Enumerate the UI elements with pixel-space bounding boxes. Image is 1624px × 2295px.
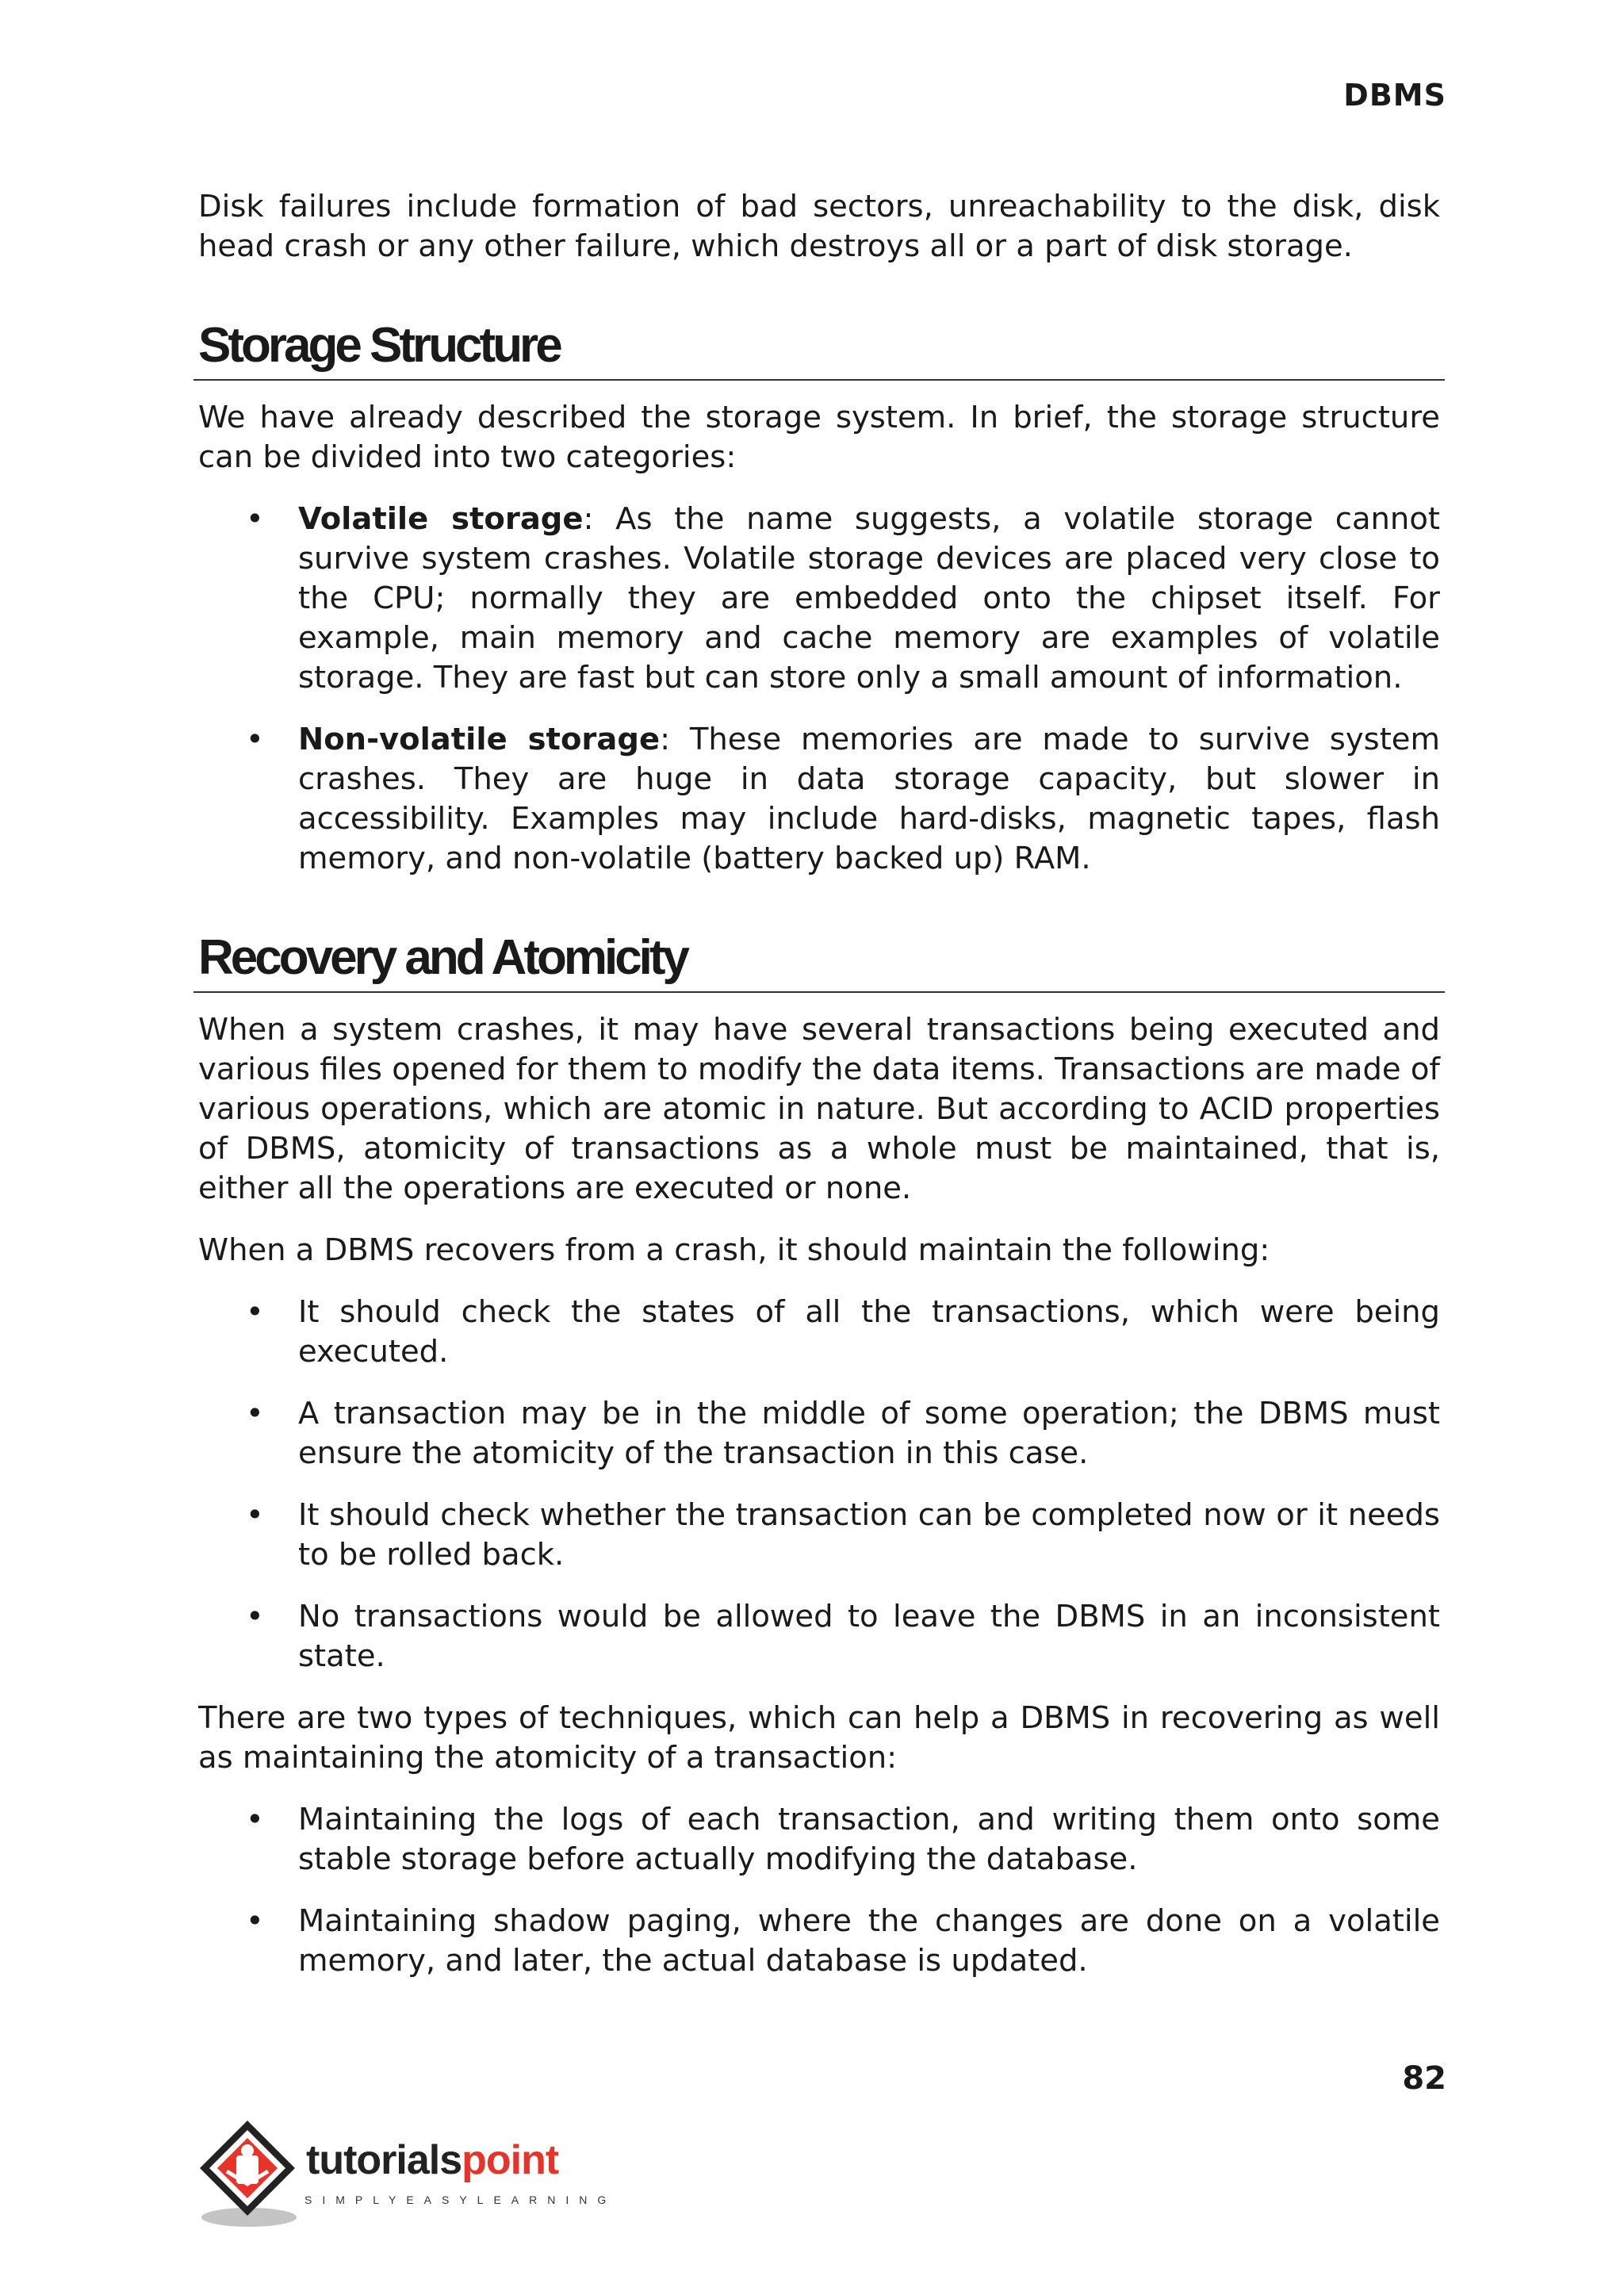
list-item bbox=[198, 1800, 1440, 1879]
storage-list bbox=[198, 500, 1440, 879]
term-description: : These memories are made to survive system crashes. They are huge in data storage capacity, but slower in accessibility. Examples may include hard-disks, magnetic tapes, flash memory, and non-volatile (battery backed up) RAM. bbox=[298, 722, 1440, 876]
section-heading-storage-structure: Storage Structure bbox=[193, 316, 1445, 381]
bullet-icon: • bbox=[246, 1903, 264, 1939]
list-item bbox=[198, 1902, 1440, 1981]
bullet-icon: • bbox=[246, 1396, 264, 1431]
bullet-icon: • bbox=[246, 1294, 264, 1330]
bullet-icon: • bbox=[246, 501, 264, 537]
term-description: : As the name suggests, a volatile storage cannot survive system crashes. Volatile storage devices are placed very close to the CPU; normally they are embedded onto the chipset itself. For example, main memory and cache memory are examples of volatile storage. They are fast but can store only a small amount of information. bbox=[298, 501, 1440, 695]
list-item-text: Maintaining shadow paging, where the changes are done on a volatile memory, and later, the actual database is updated. bbox=[298, 1903, 1440, 1979]
list-item bbox=[198, 720, 1440, 879]
list-item-text: Maintaining the logs of each transaction, and writing them onto some stable storage before actually modifying the database. bbox=[298, 1802, 1440, 1877]
list-item bbox=[198, 500, 1440, 698]
section-heading-recovery-atomicity: Recovery and Atomicity bbox=[193, 928, 1445, 993]
recovery-paragraph-1: When a system crashes, it may have several transactions being executed and various files opened for them to modify the data items. Transactions are made of various operations, which are atomic in nature. But according to ACID properties of DBMS, atomicity of transactions as a whole must be maintained, that is, either all the operations are executed or none. bbox=[198, 1012, 1440, 1206]
recovery-paragraph-3: There are two types of techniques, which can help a DBMS in recovering as well as maintaining the atomicity of a transaction: bbox=[198, 1700, 1440, 1776]
list-item bbox=[198, 1394, 1440, 1473]
logo-tagline: SIMPLYEASYLEARNING bbox=[304, 2193, 617, 2206]
recovery-list-1 bbox=[198, 1293, 1440, 1676]
term-label: Volatile storage bbox=[298, 501, 584, 537]
running-header: DBMS bbox=[1343, 78, 1446, 113]
storage-paragraph: We have already described the storage system. In brief, the storage structure can be divided into two categories: bbox=[198, 400, 1440, 475]
list-item-text: It should check the states of all the transactions, which were being executed. bbox=[298, 1294, 1440, 1370]
page-content bbox=[198, 187, 1440, 2003]
bullet-icon: • bbox=[246, 722, 264, 757]
list-item bbox=[198, 1597, 1440, 1676]
list-item-text: No transactions would be allowed to leave the DBMS in an inconsistent state. bbox=[298, 1599, 1440, 1674]
recovery-paragraph-2: When a DBMS recovers from a crash, it should maintain the following: bbox=[198, 1232, 1270, 1268]
recovery-list-2 bbox=[198, 1800, 1440, 1981]
list-item-text: A transaction may be in the middle of some operation; the DBMS must ensure the atomicity of the transaction in this case. bbox=[298, 1396, 1440, 1471]
list-item-text: It should check whether the transaction can be completed now or it needs to be rolled back. bbox=[298, 1497, 1440, 1573]
logo-mark-icon bbox=[195, 2116, 306, 2235]
term-label: Non-volatile storage bbox=[298, 722, 661, 757]
bullet-icon: • bbox=[246, 1599, 264, 1634]
list-item bbox=[198, 1293, 1440, 1372]
bullet-icon: • bbox=[246, 1802, 264, 1837]
tutorialspoint-logo bbox=[195, 2116, 617, 2235]
logo-word-2: point bbox=[462, 2137, 559, 2183]
logo-wordmark bbox=[306, 2136, 558, 2184]
logo-word-1: tutorials bbox=[306, 2137, 462, 2183]
list-item bbox=[198, 1496, 1440, 1575]
bullet-icon: • bbox=[246, 1497, 264, 1533]
intro-paragraph: Disk failures include formation of bad sectors, unreachability to the disk, disk head crash or any other failure, which destroys all or a part of disk storage. bbox=[198, 189, 1440, 264]
page-number: 82 bbox=[1402, 2060, 1446, 2097]
